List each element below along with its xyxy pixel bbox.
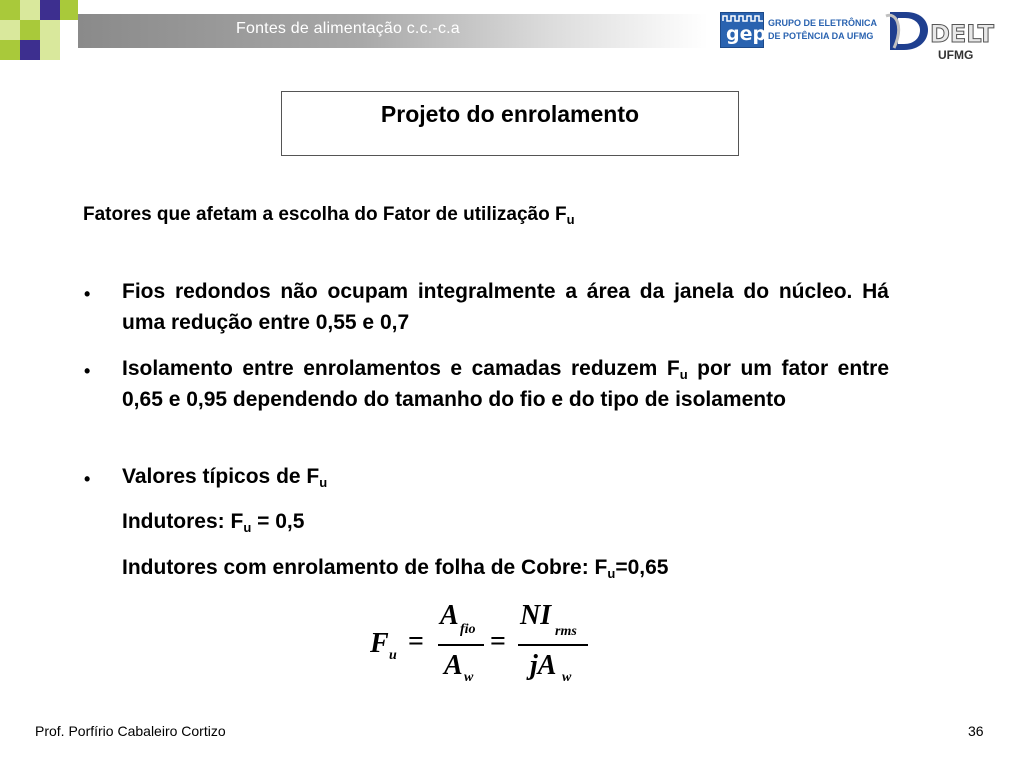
formula-lhs: F: [370, 628, 389, 659]
gep-logo: [720, 12, 878, 48]
subtitle-subscript: u: [566, 212, 575, 227]
bullet-item-3: [122, 461, 889, 492]
gep-logo-icon: [720, 12, 767, 48]
formula-frac1-num-sub: fio: [460, 622, 476, 637]
utilization-factor-formula: [368, 600, 598, 694]
typical-value-copper-foil: [122, 552, 889, 583]
typical-value-1-text-b: = 0,5: [251, 510, 305, 533]
deco-square: [20, 40, 40, 60]
bullet-2-text-b: por um fator entre 0,65 e 0,95 dependendo do tamanho do fio e do tipo de isolamento: [122, 357, 889, 411]
typical-value-1-text-a: Indutores: F: [122, 510, 244, 533]
typical-value-2-text-b: =0,65: [615, 556, 669, 579]
formula-frac2-den-sub: w: [562, 670, 572, 685]
formula-equals-2: =: [490, 626, 506, 657]
bullet-2-subscript: u: [679, 367, 688, 382]
deco-square: [40, 0, 60, 20]
gep-mark-text: gep: [726, 23, 767, 45]
deco-square: [0, 0, 20, 20]
formula-frac1-bar: [438, 644, 484, 646]
bullet-marker: •: [84, 284, 91, 304]
bullet-2-text-a: Isolamento entre enrolamentos e camadas reduzem F: [122, 357, 680, 380]
bullet-item-1: [122, 276, 889, 338]
formula-frac1-den: A: [444, 650, 463, 681]
bullet-marker: •: [84, 469, 91, 489]
page-number: 36: [968, 723, 984, 739]
deco-square: [20, 0, 40, 20]
footer-author: Prof. Porfírio Cabaleiro Cortizo: [35, 723, 226, 739]
delt-logo-text: DELT: [930, 20, 995, 48]
formula-frac2-num: NI: [520, 600, 552, 631]
formula-frac2-bar: [518, 644, 588, 646]
deco-square: [0, 40, 20, 60]
bullet-3-text: Valores típicos de F: [122, 465, 320, 488]
delt-ufmg-logo-icon: [884, 8, 1004, 52]
deco-square: [0, 20, 20, 40]
formula-frac1-den-sub: w: [464, 670, 474, 685]
deco-square: [60, 0, 78, 20]
formula-frac1-num: A: [440, 600, 459, 631]
course-title: Fontes de alimentação c.c.-c.a: [236, 20, 460, 37]
bullet-marker: •: [84, 361, 91, 381]
deco-square: [20, 20, 40, 40]
formula-frac2-num-sub: rms: [555, 624, 577, 639]
slide-title-box: [281, 91, 739, 156]
formula-equals-1: =: [408, 626, 424, 657]
typical-value-2-text-a: Indutores com enrolamento de folha de Cobre: F: [122, 556, 608, 579]
deco-square: [40, 20, 60, 40]
formula-lhs-sub: u: [389, 648, 397, 663]
deco-square: [40, 40, 60, 60]
gep-line-1: GRUPO DE ELETRÔNICA: [768, 18, 878, 28]
typical-value-2-subscript: u: [607, 566, 616, 581]
gep-wave-icon: [721, 13, 765, 23]
ufmg-text: UFMG: [938, 48, 974, 62]
slide-title: Projeto do enrolamento: [380, 101, 640, 127]
typical-value-1-subscript: u: [243, 520, 252, 535]
bullet-3-subscript: u: [319, 475, 328, 490]
bullet-1-text: Fios redondos não ocupam integralmente a área da janela do núcleo. Há uma redução entre 0,55 e 0,7: [122, 280, 889, 334]
typical-value-inductor: [122, 506, 889, 537]
subtitle-text: Fatores que afetam a escolha do Fator de utilização F: [83, 204, 567, 225]
formula-frac2-den: jA: [530, 650, 557, 681]
gep-line-2: DE POTÊNCIA DA UFMG: [768, 31, 874, 41]
bullet-item-2: [122, 353, 889, 415]
section-subtitle: [83, 204, 575, 226]
